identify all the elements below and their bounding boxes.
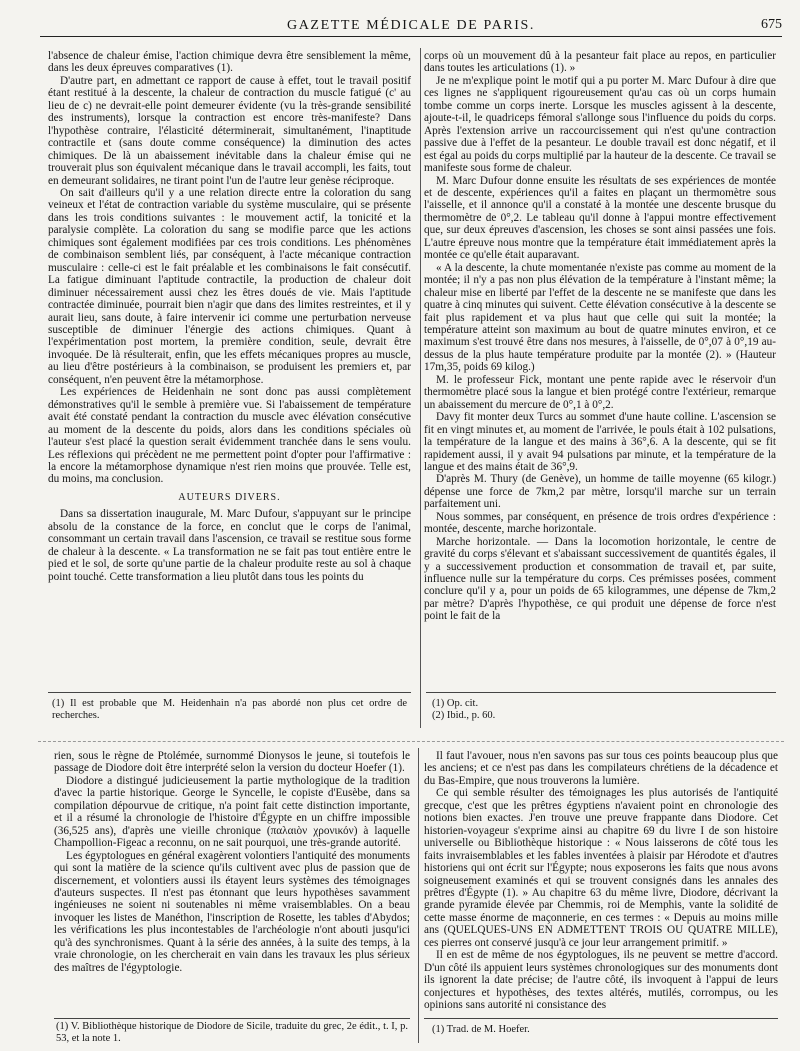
section-divider <box>38 741 784 742</box>
paragraph: M. le professeur Fick, montant une pente rapide avec le réservoir d'un thermomètre placé sous la langue et bien protégé contre l'extérieur, remarque un abaissement du mercure de 0°,1 à 0°,2. <box>424 373 776 411</box>
paragraph: rien, sous le règne de Ptolémée, surnommé Dionysos le jeune, si toutefois le passage de Diodore doit être interprété selon la version du docteur Hoefer (1). <box>54 750 410 775</box>
paragraph: l'absence de chaleur émise, l'action chimique devra être sensiblement la même, dans les deux épreuves comparatives (1). <box>48 50 411 75</box>
paragraph: Il en est de même de nos égyptologues, ils ne peuvent se mettre d'accord. D'un côté ils appuient leurs systèmes chronologiques sur des monuments dont ils ignorent la date précise; de l'autre côté, ils invoquent à l'appui de leurs conjectures et hypothèses, des textes altérés, mutilés, corrompus, ou les opinions sans autorité ni consistance des <box>424 949 778 1012</box>
paragraph: D'après M. Thury (de Genève), un homme de taille moyenne (65 kilogr.) dépense une force de 7km,2 par mètre, lorsqu'il marche sur un terrain parfaitement uni. <box>424 473 776 511</box>
column-divider <box>418 748 419 1043</box>
lower-left-footnotes <box>56 1021 408 1047</box>
upper-left-footnotes <box>52 698 407 730</box>
footnote-rule <box>48 692 411 693</box>
paragraph: M. Marc Dufour donne ensuite les résultats de ses expériences de montée et de descente, expériences qu'il a faites en plaçant un thermomètre sous l'aisselle, et il annonce qu'il a constaté à la montée une descente brusque du thermomètre de 0°,2. Le tableau qu'il donne à l'appui montre effectivement que, sur deux épreuves d'ascension, les choses se sont ainsi passées une fois. L'autre épreuve nous montre que la température était immédiatement après la montée ce qu'elle était auparavant. <box>424 174 776 262</box>
paragraph: Marche horizontale. — Dans la locomotion horizontale, le centre de gravité du corps s'élevant et s'abaissant successivement de quantités égales, il y a successivement production et consommation de travail et, par suite, influence nulle sur la température du corps. Ces prémisses posées, comment conclure qu'il y a, pour un poids de 65 kilogrammes, une dépense de 7km,2 par mètre? D'après l'hypothèse, ce qui produit une dépense de force n'est point le fait de la <box>424 535 776 623</box>
paragraph: Dans sa dissertation inaugurale, M. Marc Dufour, s'appuyant sur le principe absolu de la constance de la force, en conclut que le corps de l'animal, consommant un certain travail dans l'ascension, ce travail se restitue sous forme de chaleur à la descente. « La transformation ne se fait pas tout entière entre le pied et le sol, de sorte qu'une partie de la chaleur produite reste au sol à chaque point touché. Cette transformation a lieu plutôt dans tous les points du <box>48 508 411 583</box>
upper-left-column <box>48 50 411 686</box>
footnote-rule <box>54 1018 410 1019</box>
paragraph: Les égyptologues en général exagèrent volontiers l'antiquité des monuments qui sont la matière de la science qu'ils cultivent avec plus de passion que de discernement, et volontiers aussi ils étayent leurs systèmes des témoignages d'auteurs suspectes. Il n'est pas étonnant que leurs hypothèses savamment ingénieuses ne soient ni soutenables ni même vraisemblables. On a beau invoquer les listes de Manéthon, l'inscription de Rosette, les tables d'Abydos; les vérifications les plus incontestables de l'archéologie n'ont abouti jusqu'ici qu'à des synchronismes. Quant à la série des années, à la suite des temps, à la vraie chronologie, on les chercherait en vain dans les travaux les plus sérieux des maîtres de l'égyptologie. <box>54 849 410 974</box>
paragraph: On sait d'ailleurs qu'il y a une relation directe entre la coloration du sang veineux et l'état de contraction variable du système musculaire, qui se présente dans les trois conditions suivantes : le mouvement actif, la tonicité et la paralysie complète. La coloration du sang se modifie parce que les actions chimiques sont également modifiées par ces trois conditions. Les phénomènes de combinaison semblent liés, par conséquent, à l'acte mécanique contraction musculaire : celle-ci est le fait préalable et les combinaisons le fait consécutif. La fatigue diminuant l'aptitude contractile, la production de chaleur doit diminuer nécessairement aussi chez les êtres doués de vie. Mais l'aptitude contractée diminuée, pourrait bien n'agir que dans des limites restreintes, et il y aurait lieu, sans doute, à faire intervenir ici comme une perturbation nerveuse susceptible de diminuer l'énergie des actions chimiques. Quant à l'expérimentation post mortem, la première condition, seule, devrait être invoquée. De là résulterait, enfin, que les effets mécaniques propres au muscle, au lieu d'être postérieurs à la combinaison, se produisent les premiers et, par conséquent, n'en peuvent être la métamorphose. <box>48 186 411 386</box>
paragraph: Les expériences de Heidenhain ne sont donc pas aussi complètement démonstratives qu'il le semble à première vue. Si l'abaissement de température avait été constaté pendant la contraction du muscle avec élévation consécutive au moment de la descente du poids, alors dans les conditions spéciales où l'auteur s'est placé la question serait évidemment tranchée dans le sens voulu. Les réflexions qui précèdent ne me permettent point d'opter pour l'affirmative : la encore la métamorphose dynamique n'est rien moins que prouvée. Telle est, du moins, ma conclusion. <box>48 386 411 486</box>
paragraph: corps où un mouvement dû à la pesanteur fait place au repos, en particulier dans toutes les articulations (1). » <box>424 50 776 75</box>
column-divider <box>420 48 421 728</box>
footnote: (1) Trad. de M. Hoefer. <box>432 1024 530 1035</box>
lower-right-footnotes <box>432 1024 772 1046</box>
footnote: (1) Il est probable que M. Heidenhain n'a pas abordé non plus cet ordre de recherches. <box>52 698 407 721</box>
paragraph: Davy fit monter deux Turcs au sommet d'une haute colline. L'ascension se fit en vingt minutes et, au moment de l'arrivée, le pouls était à 102 pulsations, la température de la langue et des mains à 36°,6. A la descente, qui se fit rapidement aussi, il y avait 94 pulsations par minute, et la température de la langue et des mains était de 36°,9. <box>424 411 776 473</box>
paragraph: Ce qui semble résulter des témoignages les plus autorisés de l'antiquité grecque, c'est que les prêtres égyptiens n'avaient point en chronologie des notions bien exactes. J'en trouve une preuve frappante dans Diodore. Cet historien-voyageur s'exprime ainsi au chapitre 69 du livre I de son histoire universelle ou Bibliothèque historique : « Nous laisserons de côté tous les faits invraisemblables et les fables inventées à plaisir par Hérodote et d'autres historiens qui ont écrit sur l'Égypte; nous exposerons les faits que nous avons soigneusement examinés et qui se trouvent consignés dans les annales des prêtres d'Égypte (1). » Au chapitre 63 du même livre, Diodore, décrivant la grande pyramide élevée par Chemmis, roi de Memphis, vante la solidité de cette masse énorme de maçonnerie, en ces termes : « Depuis au moins mille ans (QUELQUES-UNS EN ADMETTENT TROIS OU QUATRE MILLE), ces pierres ont conservé jusqu'à ce jour leur arrangement primitif. » <box>424 787 778 949</box>
footnote-rule <box>426 692 776 693</box>
paragraph: Il faut l'avouer, nous n'en savons pas sur tous ces points beaucoup plus que les anciens; et ce n'est pas dans les compilateurs chrétiens de la décadence et du Bas-Empire, que nous trouverons la lumière. <box>424 750 778 787</box>
section-heading: AUTEURS DIVERS. <box>178 491 281 503</box>
page-number: 675 <box>761 17 782 32</box>
paragraph: « A la descente, la chute momentanée n'existe pas comme au moment de la montée; il n'y a pas non plus élévation de la température à l'instant même; la chaleur mise en liberté par l'effet de la descente ne se manifeste que dans les quatre à cinq minutes qui suivent. Cette élévation consécutive à la descente se fait plus rapidement et va plus haut que celle qui suit la montée; la température atteint son maximum au bout de quatre minutes environ, et ce maximum s'est trouvé être dans nos mesures, à l'aisselle, de 0°,07 à 0°,19 au-dessus de la plus haute température produite par la montée (2). » (Hauteur 17m,35, poids 69 kilog.) <box>424 261 776 374</box>
journal-title: GAZETTE MÉDICALE DE PARIS. <box>287 18 535 33</box>
upper-right-column <box>424 50 776 686</box>
lower-right-column <box>424 750 778 1015</box>
lower-left-column <box>54 750 410 1015</box>
paragraph: Diodore a distingué judicieusement la partie mythologique de la tradition d'avec la partie historique. George le Syncelle, le copiste d'Eusèbe, dans sa compilation dépourvue de critique, n'a point fait cette distinction importante, et il a résumé la chronologie de l'histoire d'Égypte en un chiffre impossible (36,525 ans), d'après une vieille chronique (παλαιὸν χρονικόν) à laquelle Champollion-Figeac a reconnu, on ne sait pourquoi, une très-grande autorité. <box>54 774 410 850</box>
footnote: (1) Op. cit. <box>432 698 479 709</box>
header-rule <box>40 36 782 37</box>
paragraph: Je ne m'explique point le motif qui a pu porter M. Marc Dufour à dire que ces lignes ne s'appliquent rigoureusement qu'au cas où un corps humain tombe comme un corps inerte. Lorsque les muscles agissent à la descente, ajoute-t-il, le quadriceps fémoral s'allonge sous l'influence du poids du corps. Après l'extension arrive un raccourcissement qui n'est qu'une contraction passive due à l'effet de la pesanteur. Le double travail est donc négatif, et il est égal au poids du corps multiplié par la hauteur de la descente. Ce travail se manifeste sous forme de chaleur. <box>424 74 776 175</box>
paragraph: D'autre part, en admettant ce rapport de cause à effet, tout le travail positif étant restitué à la descente, la chaleur de contraction du muscle fatigué (c' au lieu de c) ne devrait-elle point demeurer évidente (vu la très-grande sensibilité des instruments), lorsque la contraction est encore très-manifeste? Dans l'hypothèse contraire, l'élasticité déterminerait, simultanément, l'inaptitude contractile et (sans doute comme conséquence) la diminution des actes chimiques. De là un abaissement inévitable dans la chaleur émise qui ne trouverait plus son équivalent mécanique dans le travail accompli, les faits, tout en demeurant solidaires, ne tirant point l'un de l'autre leur genèse réciproque. <box>48 74 411 187</box>
upper-right-footnotes <box>432 698 772 730</box>
footnote: (1) V. Bibliothèque historique de Diodore de Sicile, traduite du grec, 2e édit., t. I, p. 53, et la note 1. <box>56 1021 408 1044</box>
footnote: (2) Ibid., p. 60. <box>432 710 496 721</box>
footnote-rule <box>424 1018 778 1019</box>
paragraph: Nous sommes, par conséquent, en présence de trois ordres d'expérience : montée, descente, marche horizontale. <box>424 510 776 536</box>
page-header <box>40 14 782 40</box>
